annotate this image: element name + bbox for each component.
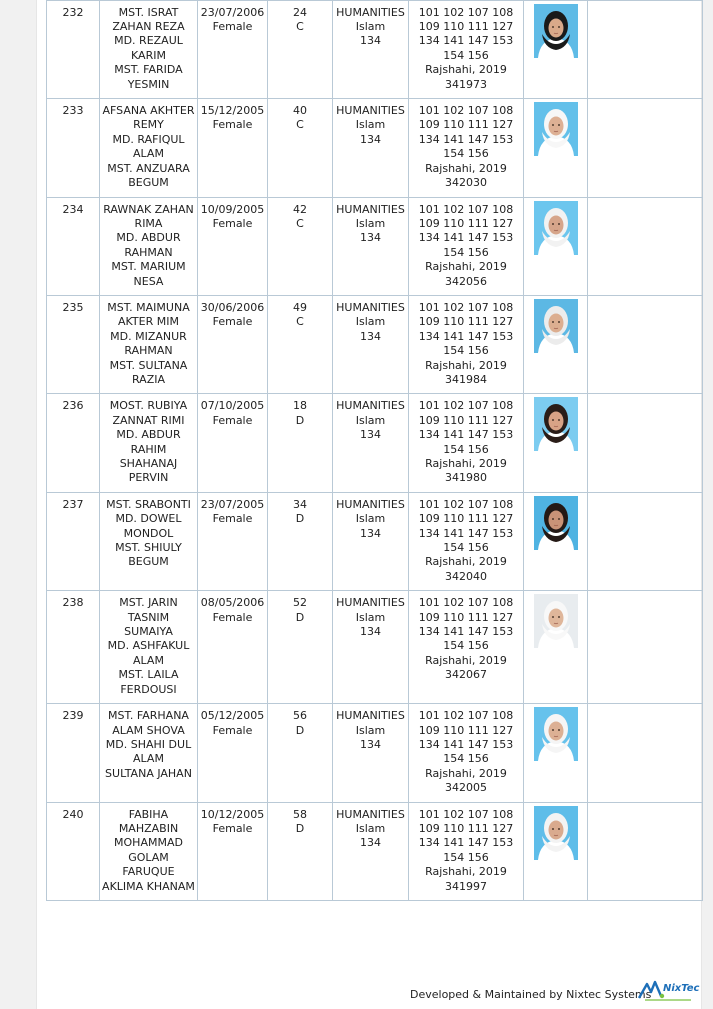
birth-date: 23/07/2006 [200, 5, 265, 19]
roll-section-cell [268, 197, 333, 295]
name-line: MST. SRABONTI [106, 497, 191, 511]
subject-codes: 154 156 [443, 442, 489, 456]
name-line: ALAM SHOVA [112, 723, 185, 737]
group-cell [333, 394, 409, 492]
name-line: AKLIMA KHANAM [102, 879, 195, 893]
blank-cell [588, 492, 703, 590]
student-row [47, 591, 703, 704]
name-line: MOHAMMAD [114, 836, 183, 850]
subjects-cell [409, 704, 524, 802]
subject-codes: 154 156 [443, 541, 489, 555]
subject-codes: 109 110 111 127 [418, 315, 514, 329]
birth-date: 10/12/2005 [200, 807, 265, 821]
gender: Female [212, 216, 253, 230]
serial-cell [47, 197, 100, 295]
name-line: MD. SHAHI DUL [105, 737, 192, 751]
nixtec-logo [637, 978, 700, 1002]
subject-codes: 134 141 147 153 [418, 737, 514, 751]
religion: Islam [355, 20, 386, 34]
religion-code: 134 [360, 428, 381, 442]
student-photo [534, 299, 578, 353]
religion-code: 134 [360, 34, 381, 48]
religion: Islam [355, 216, 386, 230]
student-row [47, 492, 703, 590]
board-year: Rajshahi, 2019 [425, 457, 507, 470]
group-cell [333, 295, 409, 393]
blank-cell [588, 295, 703, 393]
section: D [295, 512, 305, 526]
subject-codes: 154 156 [443, 147, 489, 161]
subject-codes: 134 141 147 153 [418, 625, 514, 639]
group: HUMANITIES [336, 104, 405, 118]
dob-gender-cell [198, 0, 268, 98]
group-cell [333, 0, 409, 98]
name-line: RAZIA [131, 372, 166, 386]
religion: Islam [355, 610, 386, 624]
dob-gender-cell [198, 704, 268, 802]
name-line: SUMAIYA [124, 625, 173, 639]
dob-gender-cell [198, 295, 268, 393]
registration-number: 342005 [445, 781, 487, 795]
section: C [296, 315, 304, 329]
roll-section-cell [268, 591, 333, 704]
dob-gender-cell [198, 591, 268, 704]
registration-number: 342040 [445, 569, 487, 583]
serial-number: 240 [62, 807, 84, 821]
subject-codes: 134 141 147 153 [418, 329, 514, 343]
student-row [47, 394, 703, 492]
name-line: GOLAM FARUQUE [122, 850, 175, 879]
board-year: Rajshahi, 2019 [425, 63, 507, 77]
subject-codes: 101 102 107 108 [418, 807, 514, 821]
serial-cell [47, 99, 100, 197]
name-cell [100, 197, 198, 295]
roll-number: 56 [293, 709, 307, 723]
religion-code: 134 [360, 737, 381, 751]
serial-number: 236 [62, 399, 84, 413]
subjects-cell [409, 295, 524, 393]
name-line: SULTANA JAHAN [105, 766, 192, 780]
name-line: MST. FARIDA [114, 63, 183, 77]
gender: Female [212, 20, 253, 34]
group: HUMANITIES [336, 497, 405, 511]
subject-codes: 101 102 107 108 [418, 5, 514, 19]
dob-gender-cell [198, 802, 268, 900]
serial-cell [47, 492, 100, 590]
name-line: MST. ISRAT [118, 5, 179, 19]
name-cell [100, 394, 198, 492]
page-sheet [36, 0, 702, 1009]
roll-number: 24 [293, 5, 307, 19]
subject-codes: 109 110 111 127 [418, 610, 514, 624]
religion: Islam [355, 821, 386, 835]
subject-codes: 134 141 147 153 [418, 231, 514, 245]
name-line: TASNIM [127, 610, 170, 624]
roll-section-cell [268, 492, 333, 590]
student-photo [534, 496, 578, 550]
board-year: Rajshahi, 2019 [425, 865, 507, 879]
subject-codes: 109 110 111 127 [418, 118, 514, 132]
birth-date: 23/07/2005 [200, 497, 265, 511]
student-row [47, 99, 703, 197]
subject-codes: 101 102 107 108 [418, 202, 514, 216]
name-line: ALAM [133, 147, 164, 161]
group: HUMANITIES [336, 807, 405, 821]
subject-codes: 109 110 111 127 [418, 216, 514, 230]
group-cell [333, 591, 409, 704]
subject-codes: 109 110 111 127 [418, 20, 514, 34]
section: D [295, 610, 305, 624]
roll-section-cell [268, 802, 333, 900]
group: HUMANITIES [336, 5, 405, 19]
roll-number: 40 [293, 104, 307, 118]
subject-codes: 109 110 111 127 [418, 413, 514, 427]
name-line: MD. MIZANUR [110, 329, 187, 343]
photo-cell [524, 295, 588, 393]
subject-codes: 134 141 147 153 [418, 526, 514, 540]
photo-cell [524, 591, 588, 704]
student-row [47, 704, 703, 802]
dob-gender-cell [198, 99, 268, 197]
footer-credit: Developed & Maintained by Nixtec Systems [410, 988, 652, 1001]
registration-number: 341984 [445, 372, 487, 386]
subject-codes: 134 141 147 153 [418, 428, 514, 442]
subject-codes: 101 102 107 108 [418, 399, 514, 413]
name-line: MOST. RUBIYA [109, 399, 188, 413]
name-line: REMY [133, 118, 164, 132]
registration-number: 341997 [445, 879, 487, 893]
name-line: MD. ASHFAKUL [107, 639, 190, 653]
logo-text: NixTec [663, 983, 700, 994]
subject-codes: 101 102 107 108 [418, 596, 514, 610]
name-line: RAHMAN [124, 344, 173, 358]
student-photo [534, 397, 578, 451]
name-line: FABIHA [128, 807, 169, 821]
blank-cell [588, 704, 703, 802]
name-cell [100, 802, 198, 900]
serial-cell [47, 0, 100, 98]
name-cell [100, 99, 198, 197]
section: C [296, 216, 304, 230]
name-line: KARIM [131, 48, 166, 62]
board-year: Rajshahi, 2019 [425, 653, 507, 667]
name-line: MD. REZAUL [114, 34, 183, 48]
name-cell [100, 704, 198, 802]
subject-codes: 154 156 [443, 639, 489, 653]
subjects-cell [409, 394, 524, 492]
name-line: ALAM [133, 752, 164, 766]
religion: Islam [355, 723, 386, 737]
serial-cell [47, 704, 100, 802]
section: C [296, 118, 304, 132]
name-line: BEGUM [128, 555, 169, 569]
birth-date: 05/12/2005 [200, 709, 265, 723]
roll-section-cell [268, 0, 333, 98]
religion-code: 134 [360, 231, 381, 245]
name-line: MST. ANZUARA [107, 161, 190, 175]
blank-cell [588, 802, 703, 900]
name-cell [100, 0, 198, 98]
student-row [47, 0, 703, 98]
roll-section-cell [268, 704, 333, 802]
roll-section-cell [268, 394, 333, 492]
blank-cell [588, 0, 703, 98]
serial-number: 232 [62, 5, 84, 19]
student-photo [534, 707, 578, 761]
serial-number: 235 [62, 300, 84, 314]
photo-cell [524, 0, 588, 98]
registration-number: 342056 [445, 274, 487, 288]
roll-section-cell [268, 295, 333, 393]
birth-date: 10/09/2005 [200, 202, 265, 216]
name-line: RAWNAK ZAHAN [103, 202, 194, 216]
name-cell [100, 295, 198, 393]
group-cell [333, 492, 409, 590]
group-cell [333, 99, 409, 197]
group-cell [333, 197, 409, 295]
group: HUMANITIES [336, 709, 405, 723]
student-row [47, 197, 703, 295]
name-line: MST. JARIN [119, 596, 178, 610]
gender: Female [212, 315, 253, 329]
subject-codes: 101 102 107 108 [418, 104, 514, 118]
serial-cell [47, 591, 100, 704]
religion-code: 134 [360, 836, 381, 850]
board-year: Rajshahi, 2019 [425, 260, 507, 274]
board-year: Rajshahi, 2019 [425, 766, 507, 780]
blank-cell [588, 99, 703, 197]
subjects-cell [409, 0, 524, 98]
group: HUMANITIES [336, 202, 405, 216]
religion: Islam [355, 413, 386, 427]
gender: Female [212, 512, 253, 526]
name-line: MAHZABIN [118, 821, 179, 835]
name-line: MST. SULTANA [109, 358, 188, 372]
student-photo [534, 201, 578, 255]
roll-number: 52 [293, 596, 307, 610]
gender: Female [212, 413, 253, 427]
birth-date: 07/10/2005 [200, 399, 265, 413]
name-line: ZAHAN REZA [112, 20, 185, 34]
student-table-body [47, 0, 703, 900]
serial-number: 233 [62, 104, 84, 118]
name-line: MST. MAIMUNA [107, 300, 190, 314]
gender: Female [212, 821, 253, 835]
photo-cell [524, 197, 588, 295]
student-photo [534, 102, 578, 156]
name-line: MST. MARIUM [111, 260, 186, 274]
religion: Islam [355, 118, 386, 132]
section: D [295, 413, 305, 427]
blank-cell [588, 394, 703, 492]
group-cell [333, 704, 409, 802]
student-row [47, 802, 703, 900]
group: HUMANITIES [336, 596, 405, 610]
student-photo [534, 4, 578, 58]
subject-codes: 109 110 111 127 [418, 821, 514, 835]
blank-cell [588, 197, 703, 295]
name-line: MST. SHIULY [115, 541, 182, 555]
student-photo [534, 594, 578, 648]
name-cell [100, 591, 198, 704]
name-line: MD. RAFIQUL [112, 132, 185, 146]
blank-cell [588, 591, 703, 704]
name-line: MD. DOWEL [115, 512, 182, 526]
gender: Female [212, 610, 253, 624]
registration-number: 341973 [445, 77, 487, 91]
gender: Female [212, 723, 253, 737]
board-year: Rajshahi, 2019 [425, 555, 507, 569]
name-line: MST. FARHANA [108, 709, 189, 723]
subject-codes: 134 141 147 153 [418, 836, 514, 850]
student-photo [534, 806, 578, 860]
religion-code: 134 [360, 132, 381, 146]
roll-number: 49 [293, 300, 307, 314]
subjects-cell [409, 591, 524, 704]
name-line: YESMIN [127, 77, 170, 91]
serial-number: 237 [62, 497, 84, 511]
photo-cell [524, 802, 588, 900]
name-line: ALAM [133, 653, 164, 667]
photo-cell [524, 394, 588, 492]
photo-cell [524, 99, 588, 197]
dob-gender-cell [198, 492, 268, 590]
birth-date: 30/06/2006 [200, 300, 265, 314]
serial-number: 238 [62, 596, 84, 610]
roll-number: 34 [293, 497, 307, 511]
subject-codes: 101 102 107 108 [418, 497, 514, 511]
registration-number: 341980 [445, 471, 487, 485]
subject-codes: 134 141 147 153 [418, 132, 514, 146]
subjects-cell [409, 99, 524, 197]
subjects-cell [409, 492, 524, 590]
subjects-cell [409, 197, 524, 295]
subject-codes: 101 102 107 108 [418, 709, 514, 723]
subject-codes: 134 141 147 153 [418, 34, 514, 48]
birth-date: 08/05/2006 [200, 596, 265, 610]
roll-number: 18 [293, 399, 307, 413]
religion-code: 134 [360, 526, 381, 540]
religion-code: 134 [360, 625, 381, 639]
name-line: AFSANA AKHTER [102, 104, 195, 118]
board-year: Rajshahi, 2019 [425, 358, 507, 372]
name-line: MD. ABDUR [116, 231, 181, 245]
name-line: AKTER MIM [118, 315, 179, 329]
name-cell [100, 492, 198, 590]
religion: Islam [355, 315, 386, 329]
student-table [46, 0, 703, 901]
dob-gender-cell [198, 197, 268, 295]
name-line: RAHIM [130, 442, 167, 456]
serial-number: 234 [62, 202, 84, 216]
name-line: RAHMAN [124, 245, 173, 259]
dob-gender-cell [198, 394, 268, 492]
photo-cell [524, 492, 588, 590]
subject-codes: 154 156 [443, 752, 489, 766]
subject-codes: 154 156 [443, 48, 489, 62]
section: D [295, 723, 305, 737]
name-line: MD. ABDUR [116, 428, 181, 442]
roll-section-cell [268, 99, 333, 197]
serial-cell [47, 295, 100, 393]
name-line: SHAHANAJ [119, 457, 178, 470]
name-line: PERVIN [128, 471, 169, 485]
serial-cell [47, 394, 100, 492]
subject-codes: 109 110 111 127 [418, 512, 514, 526]
serial-cell [47, 802, 100, 900]
name-line: ZANNAT RIMI [112, 413, 185, 427]
student-row [47, 295, 703, 393]
subject-codes: 154 156 [443, 245, 489, 259]
board-year: Rajshahi, 2019 [425, 161, 507, 175]
roll-number: 42 [293, 202, 307, 216]
name-line: MST. LAILA [118, 668, 179, 682]
section: D [295, 821, 305, 835]
photo-cell [524, 704, 588, 802]
name-line: NESA [133, 274, 164, 288]
registration-number: 342067 [445, 668, 487, 682]
gender: Female [212, 118, 253, 132]
birth-date: 15/12/2005 [200, 104, 265, 118]
name-line: RIMA [134, 216, 163, 230]
name-line: BEGUM [128, 176, 169, 190]
subject-codes: 101 102 107 108 [418, 300, 514, 314]
registration-number: 342030 [445, 176, 487, 190]
group: HUMANITIES [336, 300, 405, 314]
group: HUMANITIES [336, 399, 405, 413]
name-line: MONDOL [123, 526, 174, 540]
religion: Islam [355, 512, 386, 526]
name-line: FERDOUSI [120, 682, 177, 696]
subject-codes: 154 156 [443, 850, 489, 864]
subject-codes: 154 156 [443, 344, 489, 358]
roll-number: 58 [293, 807, 307, 821]
religion-code: 134 [360, 329, 381, 343]
group-cell [333, 802, 409, 900]
subject-codes: 109 110 111 127 [418, 723, 514, 737]
section: C [296, 20, 304, 34]
serial-number: 239 [62, 709, 84, 723]
subjects-cell [409, 802, 524, 900]
